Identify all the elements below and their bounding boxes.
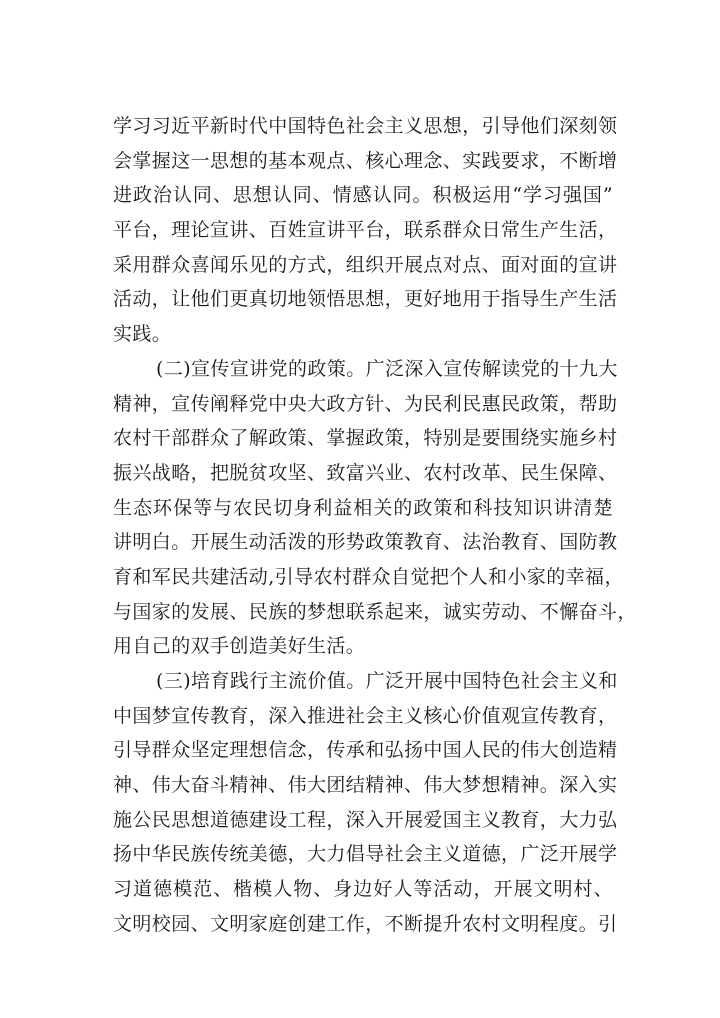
text-line: 引导群众坚定理想信念，传承和弘扬中国人民的伟大创造精 — [113, 739, 618, 762]
text-line: 农村干部群众了解政策、掌握政策，特别是要围绕实施乡村 — [113, 427, 618, 450]
text-line: 与国家的发展、民族的梦想联系起来，诚实劳动、不懈奋斗， — [113, 600, 637, 623]
text-line: 振兴战略，把脱贫攻坚、致富兴业、农村改革、民生保障、 — [113, 461, 618, 484]
text-line: 中国梦宣传教育，深入推进社会主义核心价值观宣传教育， — [113, 704, 618, 727]
text-line: 文明校园、文明家庭创建工作，不断提升农村文明程度。引 — [113, 912, 618, 935]
body-text — [113, 109, 637, 942]
text-line: 活动，让他们更真切地领悟思想，更好地用于指导生产生活 — [113, 288, 618, 311]
text-line: 扬中华民族传统美德，大力倡导社会主义道德，广泛开展学 — [113, 843, 618, 866]
text-line: 实践。 — [113, 323, 172, 346]
text-line: 用自己的双手创造美好生活。 — [113, 635, 366, 658]
text-line: 精神，宣传阐释党中央大政方针、为民利民惠民政策，帮助 — [113, 392, 618, 415]
text-line: 神、伟大奋斗精神、伟大团结精神、伟大梦想精神。深入实 — [113, 774, 618, 797]
section-heading-line: (三)培育践行主流价值。广泛开展中国特色社会主义和 — [156, 670, 618, 692]
text-line: 学习习近平新时代中国特色社会主义思想，引导他们深刻领 — [113, 115, 618, 137]
text-line: 讲明白。开展生动活泼的形势政策教育、法治教育、国防教 — [113, 531, 618, 554]
text-line: 生态环保等与农民切身利益相关的政策和科技知识讲清楚 — [113, 496, 613, 519]
text-line: 进政治认同、思想认同、情感认同。积极运用“学习强国” — [113, 184, 613, 207]
text-line: 习道德模范、楷模人物、身边好人等活动，开展文明村、 — [113, 878, 613, 901]
text-line: 平台，理论宣讲、百姓宣讲平台，联系群众日常生产生活， — [113, 219, 618, 242]
text-line: 会掌握这一思想的基本观点、核心理念、实践要求，不断增 — [113, 149, 618, 172]
text-line: 育和军民共建活动,引导农村群众自觉把个人和小家的幸福， — [113, 565, 624, 588]
text-line: 施公民思想道德建设工程，深入开展爱国主义教育，大力弘 — [113, 808, 618, 831]
section-heading-line: (二)宣传宣讲党的政策。广泛深入宣传解读党的十九大 — [156, 357, 618, 380]
text-line: 采用群众喜闻乐见的方式，组织开展点对点、面对面的宣讲 — [113, 253, 618, 276]
